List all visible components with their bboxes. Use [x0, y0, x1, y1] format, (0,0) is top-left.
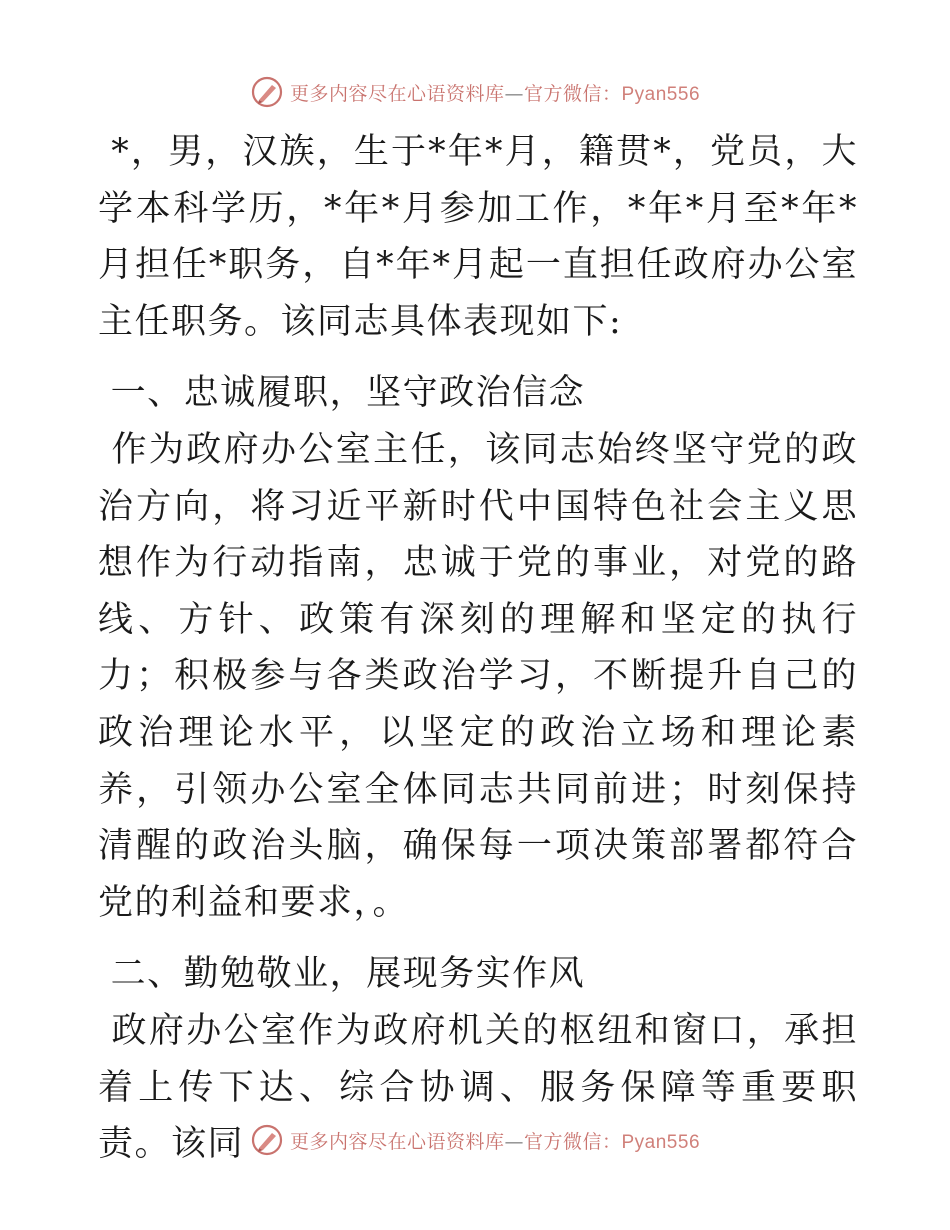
footer-banner: [0, 1120, 950, 1160]
header-banner: [0, 72, 950, 112]
pen-logo-icon: [250, 1123, 284, 1157]
section-2-paragraph: 政府办公室作为政府机关的枢纽和窗口，承担着上传下达、综合协调、服务保障等重要职责。该同: [98, 1010, 858, 1165]
section-heading-1: 一、忠诚履职，坚守政治信念: [98, 373, 586, 414]
footer-banner-contact-label: 官方微信：: [523, 1130, 622, 1153]
footer-banner-separator: —: [504, 1130, 524, 1153]
header-banner-text: [290, 79, 700, 106]
document-body: [98, 124, 858, 1173]
footer-banner-title: 更多内容尽在心语资料库: [289, 1130, 505, 1153]
footer-banner-contact-handle: Pyan556: [621, 1131, 701, 1153]
header-banner-contact-label: 官方微信：: [523, 82, 622, 105]
header-banner-title: 更多内容尽在心语资料库: [289, 82, 505, 105]
intro-paragraph: *，男，汉族，生于*年*月，籍贯*，党员，大学本科学历，*年*月参加工作，*年*月至*年*月担任*职务，自*年*月起一直担任政府办公室主任职务。该同志具体表现如下:: [98, 132, 858, 342]
section-1-paragraph: 作为政府办公室主任，该同志始终坚守党的政治方向，将习近平新时代中国特色社会主义思想作为行动指南，忠诚于党的事业，对党的路线、方针、政策有深刻的理解和坚定的执行力；积极参与各类政治学习，不断提升自己的政治理论水平，以坚定的政治立场和理论素养，引领办公室全体同志共同前进；时刻保持清醒的政治头脑，确保每一项决策部署都符合党的利益和要求，。: [98, 429, 858, 923]
section-heading-2: 二、勤勉敬业，展现务实作风: [98, 954, 586, 995]
header-banner-contact-handle: Pyan556: [621, 83, 701, 105]
pen-logo-icon: [250, 75, 284, 109]
header-banner-separator: —: [504, 82, 524, 105]
footer-banner-text: [290, 1127, 700, 1154]
